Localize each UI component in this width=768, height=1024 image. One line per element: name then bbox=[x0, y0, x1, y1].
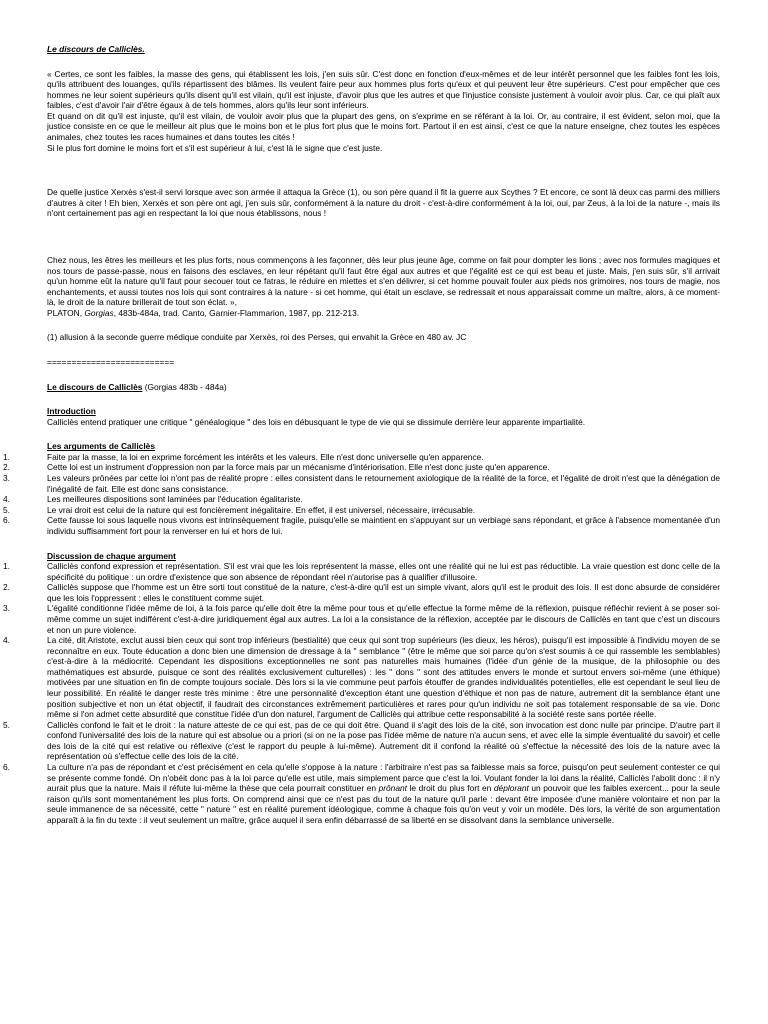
argument-number: 5. bbox=[3, 504, 10, 515]
intro-heading: Introduction bbox=[47, 406, 96, 417]
argument-text: Cette loi est un instrument d'oppression non par la force mais par un mécanisme d'intériorisation. Elle n'est donc juste qu'en apparence. bbox=[47, 462, 550, 473]
argument-number: 2. bbox=[3, 462, 10, 473]
argument-item bbox=[3, 515, 720, 536]
section-reference: (Gorgias 483b - 484a) bbox=[142, 381, 227, 392]
discussion-heading: Discussion de chaque argument bbox=[47, 550, 176, 561]
section-title: Le discours de Calliclès bbox=[47, 381, 143, 392]
discussion-number: 6. bbox=[3, 762, 10, 773]
discussion-text-a: La culture n'a pas de répondant et c'est précisément en cela qu'elle s'oppose à la nature : l'arbitraire n'est pas sa faiblesse mais sa force, puisqu'on peut seulement contester ce qui se présente comme fondé. On n'obéit donc pas à la loi parce qu'elle est utile, mais simplement parce que c'est la loi. Voulant fonder la loi dans la réalité, Calliclès l'abolit donc : il n'y aurait plus que la nature. Mais il réfute lui-même la thèse que cela pourrait constituer en bbox=[47, 762, 720, 794]
argument-item bbox=[3, 451, 720, 463]
citation-author: PLATON, bbox=[47, 307, 85, 318]
discussion-item bbox=[3, 603, 720, 635]
argument-text: Les valeurs prônées par cette loi n'ont pas de réalité propre : elles consistent dans le retournement axiologique de la réalité de la force, et l'égalité de droit n'est que la dénégation de l'inégalité de fait. Elle est donc sans consistance. bbox=[47, 473, 720, 494]
quote-paragraph-2: De quelle justice Xerxès s'est-il servi lorsque avec son armée il attaqua la Grèce (1), ou son père quand il fit la guerre aux Scythes ? Et encore, ce sont là deux cas parmi des milliers d'autres à citer ! Eh bien, Xerxès et son père ont agi, j'en suis sûr, conformément à la nature du droit - c'est-à-dire conformément à la loi, oui, par Zeus, à la loi de la nature -, mais ils n'ont certainement pas agi en respectant la loi que nous établissons, nous ! bbox=[47, 187, 720, 219]
discussion-text: Calliclès suppose que l'homme est un être sorti tout constitué de la nature, c'est-à-dire qu'il est un simple vivant, alors qu'il est le produit des lois. Il est donc absurde de considérer que les lois l'oppressent : elles le constituent comme sujet. bbox=[47, 582, 720, 603]
argument-text: Les meilleures dispositions sont laminées par l'éducation égalitariste. bbox=[47, 494, 303, 505]
quote-paragraph-1c: Si le plus fort domine le moins fort et s'il est supérieur à lui, c'est là le signe que c'est juste. bbox=[47, 142, 383, 153]
citation bbox=[47, 308, 720, 319]
discussion-item bbox=[3, 561, 720, 582]
quote-paragraph-1: « Certes, ce sont les faibles, la masse des gens, qui établissent les lois, j'en suis sûr. C'est donc en fonction d'eux-mêmes et de leur intérêt personnel que les faibles font les lois, qu'ils attribuent des louanges, qu'ils répartissent des blâmes. Ils veulent faire peur aux hommes plus forts qu'eux et qui peuvent leur être supérieurs. C'est pour empêcher que ces hommes ne leur soient supérieurs qu'ils disent qu'il est vilain, qu'il est injuste, d'avoir plus que les autres et que l'injustice consiste justement à vouloir avoir plus. Car, ce qui plaît aux faibles, c'est d'avoir l'air d'être égaux à de tels hommes, alors qu'ils leur sont inférieurs. bbox=[47, 68, 720, 111]
discussion-number: 5. bbox=[3, 719, 10, 730]
discussion-item bbox=[3, 719, 720, 762]
section-title-line bbox=[47, 382, 720, 393]
arguments-heading: Les arguments de Calliclès bbox=[47, 441, 155, 452]
arguments-list bbox=[3, 451, 720, 537]
quote-paragraph-3: Chez nous, les êtres les meilleurs et les plus forts, nous commençons à les façonner, dès leur plus jeune âge, comme on fait pour dompter les lions ; avec nos formules magiques et nos tours de passe-passe, nous en faisons des esclaves, en leur répétant qu'il faut être égal aux autres et que l'égalité est ce qui est beau et juste. Mais, j'en suis sûr, s'il arrivait qu'un homme eût la nature qu'il faut pour secouer tout ce fatras, le réduire en miettes et s'en délivrer, si cet homme pouvait fouler aux pieds nos grimoires, nos tours de magie, nos enchantements, et aussi toutes nos lois qui sont contraires à la nature - si cet homme, qui était un esclave, se redressait et nous apparaissait comme un maître, alors, à ce moment-là, le droit de la nature brillerait de tout son éclat. », bbox=[47, 254, 720, 308]
discussion-text-b: le droit du plus fort en bbox=[406, 783, 494, 794]
argument-item bbox=[3, 473, 720, 494]
argument-number: 3. bbox=[3, 473, 10, 484]
discussion-text: L'égalité conditionne l'idée même de loi, à la fois parce qu'elle doit être la même pour tous et qu'elle effectue la forme même de la réflexion, puisque réfléchir revient à se poser soi-même comme un sujet indifférent c'est-à-dire juridiquement égal aux autres. La loi a la consistance de la réflexion, acceptée par le discours de Calliclès en tant que c'est un discours et non un pure violence. bbox=[47, 603, 720, 635]
discussion-item bbox=[3, 762, 720, 825]
discussion-number: 3. bbox=[3, 603, 10, 614]
discussion-emphasis-1: prônant bbox=[378, 783, 407, 794]
discussion-text: Calliclès confond expression et représentation. S'il est vrai que les lois représentent la masse, elles ont une réalité qui ne lui est pas réductible. La vraie question est donc celle de la spécificité du politique : un ordre d'existence que son absence de répondant réel n'autorise pas à qualifier d'illusoire. bbox=[47, 561, 720, 582]
argument-text: Le vrai droit est celui de la nature qui est foncièrement inégalitaire. En effet, il est universel, nécessaire, irrécusable. bbox=[47, 504, 476, 515]
argument-text: Faite par la masse, la loi en exprime forcément les intérêts et les valeurs. Elle n'est donc universelle qu'en apparence. bbox=[47, 451, 484, 462]
discussion-list bbox=[3, 561, 720, 825]
intro-text: Calliclès entend pratiquer une critique " généalogique " des lois en débusquant le type de vie qui se dissimule derrière leur apparente impartialité. bbox=[47, 416, 586, 427]
argument-item bbox=[3, 494, 720, 505]
argument-item bbox=[3, 462, 720, 473]
discussion-number: 1. bbox=[3, 561, 10, 572]
citation-work: Gorgias bbox=[84, 307, 114, 318]
citation-details: , 483b-484a, trad. Canto, Garnier-Flammarion, 1987, pp. 212-213. bbox=[113, 307, 360, 318]
discussion-emphasis-2: déplorant bbox=[493, 783, 529, 794]
document-title: Le discours de Calliclès. bbox=[47, 44, 145, 54]
argument-item bbox=[3, 504, 720, 516]
discussion-text: Calliclès confond le fait et le droit : la nature atteste de ce qui est, pas de ce qui doit être. Quand il s'agit des lois de la cité, son invocation est donc nulle par principe. D'autre part il confond l'universalité des lois de la nature qui est absolue ou a priori (si on ne la pose pas l'idée même de nature n'a aucun sens, et avec elle la simple éventualité du savoir) et celle des lois de la cité qui est relative ou réflexive (c'est le rapport du peuple à lui-même). Autrement dit il confond la réalité où s'effectue la nécessité des lois de la nature avec la représentation où s'effectue celle des lois de la cité. bbox=[47, 719, 720, 762]
discussion-item bbox=[3, 582, 720, 603]
discussion-text: La cité, dit Aristote, exclut aussi bien ceux qui sont trop inférieurs (bestialité) que ceux qui sont trop supérieurs (les dieux, les héros), puisqu'il est impossible à l'individu moyen de se reconnaître en eux. Toute éducation a donc bien une dimension de dressage à la " semblance " (être le même que soi parce qu'on s'est soumis à ce qui rassemble les semblables) c'est-à-dire à la médiocrité. Cependant les dispositions exceptionnelles ne sont pas naturelles mais humaines (l'idée d'un génie de la musique, de la philosophie ou des mathématiques est absurde, puisque ce sont des réalités exclusivement culturelles) : les " dons " sont des attitudes envers le monde et surtout envers soi-même (une éthique) motivées par une situation en fin de compte toujours sociale. Dès lors si la vie commune peut parfois étouffer de grandes individualités potentielles, elle est cependant le seul lieu de leur possibilité. En réalité le danger reste très minime : être une personnalité d'exception étant une question d'éthique et non pas de nature, autrement dit la semblance étant une position subjective et non un état objectif, il faudrait des circonstances extrêmement particulières et rares pour qu'un individu ne soit pas totalement responsable de sa vie. Donc même si l'on admet cette absurdité que constitue l'idée d'un don naturel, l'argument de Calliclès qui attribue cette responsabilité à la société reste sans portée réelle. bbox=[47, 635, 720, 720]
argument-number: 6. bbox=[3, 515, 10, 526]
discussion-number: 2. bbox=[3, 582, 10, 593]
footnote: (1) allusion à la seconde guerre médique conduite par Xerxès, roi des Perses, qui envahit la Grèce en 480 av. JC bbox=[47, 332, 467, 343]
quote-paragraph-1b: Et quand on dit qu'il est injuste, qu'il est vilain, de vouloir avoir plus que la plupart des gens, on s'exprime en se référant à la loi. Or, au contraire, il est évident, selon moi, que la justice consiste en ce que le meilleur ait plus que le moins bon et le plus fort plus que le moins fort. Partout il en est ainsi, c'est ce que la nature enseigne, chez toutes les espèces animales, chez toutes les races humaines et dans toutes les cités ! bbox=[47, 110, 720, 143]
separator: ========================== bbox=[47, 356, 175, 367]
discussion-number: 4. bbox=[3, 635, 10, 646]
discussion-text-c: un pouvoir que les faibles exercent... pour la seule raison qu'ils sont momentanément les plus forts. On comprend ainsi que ce n'est pas du tout de la nature qu'il parle : devant être imposée d'une manière volontaire et non par la seule immanence de sa nécessité, cette " nature " est en réalité purement idéologique, comme à chaque fois qu'on veut y voir un modèle. Dès lors, la vérité de son argumentation apparaît à la fin du texte : il veut seulement un maître, grâce auquel il sera enfin débarrassé de sa liberté en se dissolvant dans la semblance universelle. bbox=[47, 783, 720, 825]
argument-number: 1. bbox=[3, 451, 10, 462]
argument-text: Cette fausse loi sous laquelle nous vivons est intrinsèquement fragile, puisqu'elle se maintient en s'appuyant sur un verbiage sans répondant, et grâce à l'absence momentanée d'un individu suffisamment fort pour la renverser en lui et hors de lui. bbox=[47, 515, 720, 536]
argument-number: 4. bbox=[3, 494, 10, 505]
discussion-item bbox=[3, 635, 720, 720]
